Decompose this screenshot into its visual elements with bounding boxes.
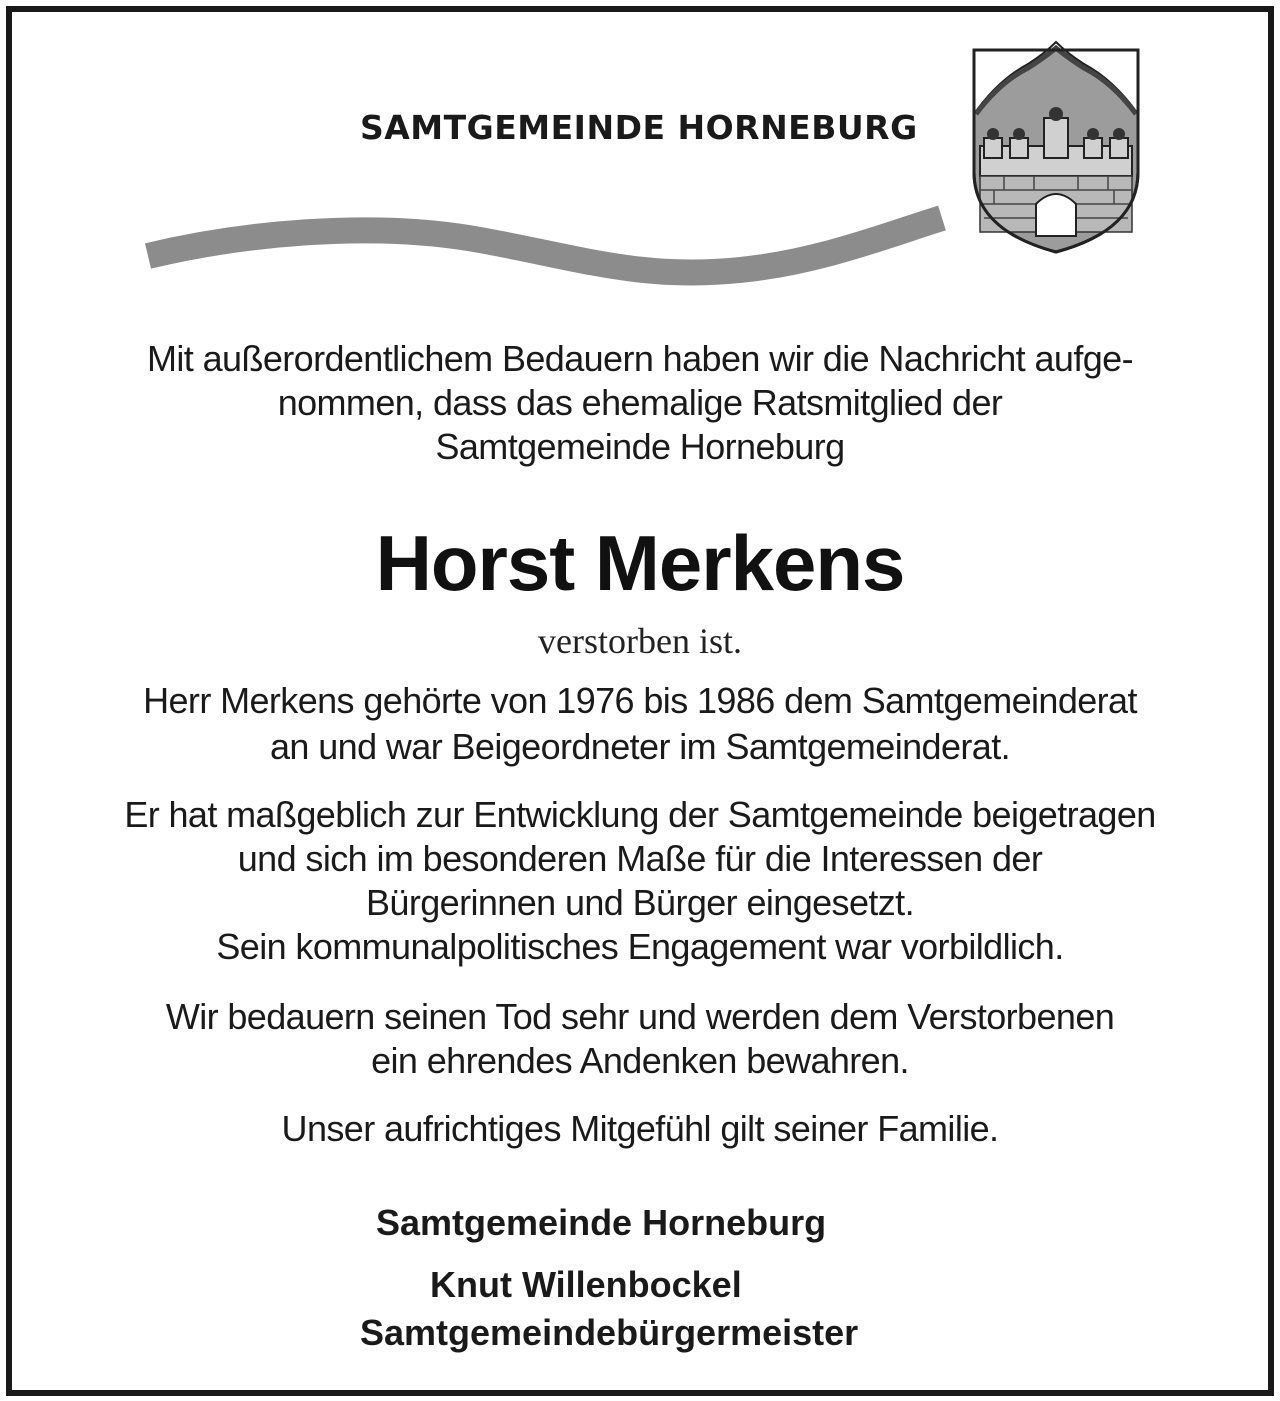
header-title: SAMTGEMEINDE HORNEBURG [360,108,918,147]
deceased-name: Horst Merkens [375,519,905,607]
paragraph2-line-2: und sich im besonderen Maße für die Interessen der [237,838,1043,879]
intro-line-3: Samtgemeinde Horneburg [435,426,845,467]
paragraph3-line-2: ein ehrendes Andenken bewahren. [371,1040,909,1081]
intro-line-1: Mit außerordentlichem Bedauern haben wir die Nachricht aufge- [147,338,1133,379]
paragraph4-line-1: Unser aufrichtiges Mitgefühl gilt seiner Familie. [281,1108,999,1149]
intro-line-2: nommen, dass das ehemalige Ratsmitglied der [277,382,1003,423]
decorative-wave [120,196,960,306]
signature-organization: Samtgemeinde Horneburg [376,1202,827,1243]
signature-role: Samtgemeindebürgermeister [360,1312,859,1353]
signature-person: Knut Willenbockel [430,1264,742,1305]
paragraph2-line-1: Er hat maßgeblich zur Entwicklung der Samtgemeinde beigetragen [124,794,1156,835]
paragraph3-line-1: Wir bedauern seinen Tod sehr und werden dem Verstorbenen [165,996,1115,1037]
deceased-subline: verstorben ist. [538,621,742,661]
paragraph1-line-2: an und war Beigeordneter im Samtgemeinderat. [269,726,1011,767]
paragraph2-line-3: Bürgerinnen und Bürger eingesetzt. [366,882,914,923]
paragraph2-line-4: Sein kommunalpolitisches Engagement war vorbildlich. [216,926,1064,967]
paragraph1-line-1: Herr Merkens gehörte von 1976 bis 1986 dem Samtgemeinderat [143,680,1137,721]
coat-of-arms-emblem [964,40,1148,256]
